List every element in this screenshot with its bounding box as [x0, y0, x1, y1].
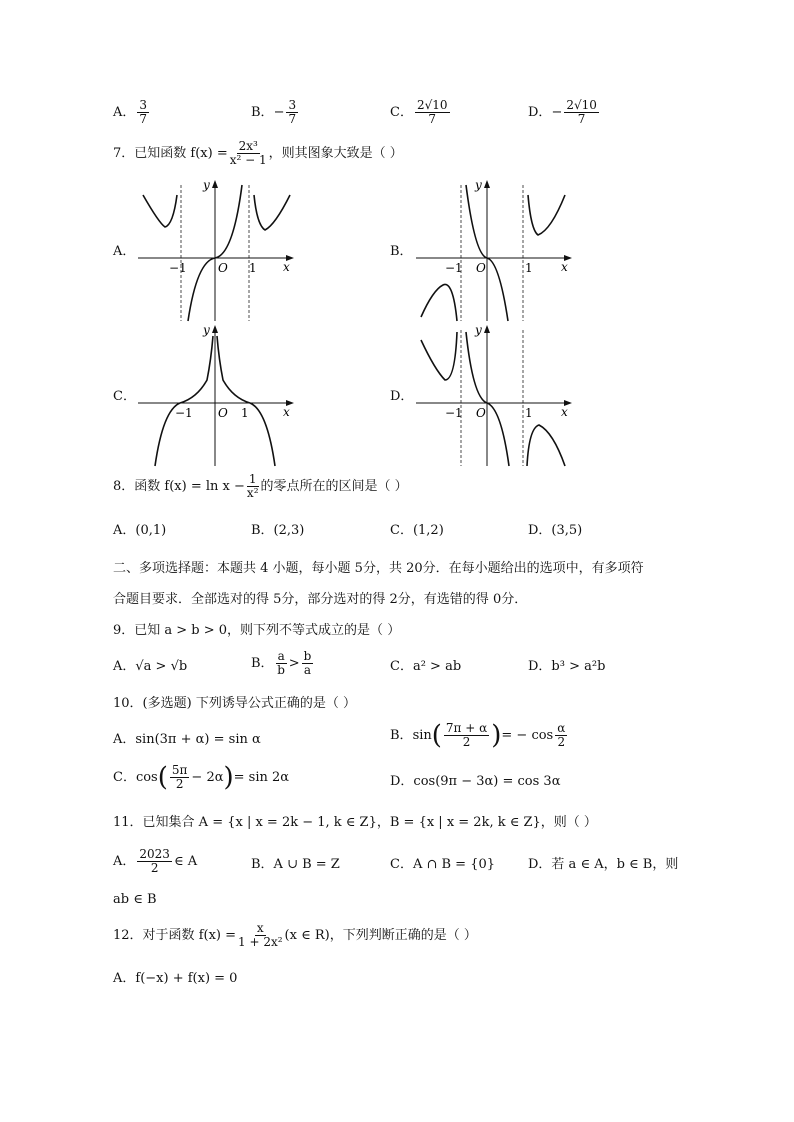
stem-suffix: ，则其图象大致是（ ） [268, 146, 403, 161]
graph-a [135, 175, 300, 322]
tick-1: 1 [525, 406, 533, 420]
denominator: 2 [150, 861, 159, 875]
denominator: 7 [288, 112, 297, 126]
denominator: x² − 1 [229, 153, 267, 167]
fraction [137, 848, 172, 875]
option-label: B． [251, 105, 274, 120]
q11-option-b: B．A ∪ B = Z [251, 857, 340, 872]
q9-option-c: C．a² > ab [390, 659, 462, 674]
q6-option-a [113, 99, 151, 126]
q12-option-a: A．f(−x) + f(x) = 0 [113, 971, 238, 986]
numerator: 2023 [139, 847, 170, 861]
fraction-right [302, 650, 314, 677]
q12-stem [113, 922, 477, 949]
axis-x-label: x [561, 405, 568, 419]
numerator: x [256, 921, 264, 935]
graph-a-curves [143, 185, 290, 321]
inner-term: − 2α [191, 770, 224, 785]
rhs: = sin 2α [233, 770, 290, 785]
function-lhs: f(x) = [190, 146, 228, 161]
q11-option-a [113, 848, 197, 875]
q6-option-c [390, 99, 452, 126]
function-lhs: f(x) = ln x − [164, 479, 245, 494]
numerator: 2x³ [238, 139, 258, 153]
q9-option-a: A．√a > √b [113, 659, 188, 674]
option-label: B． [390, 728, 413, 743]
left-paren: ( [431, 720, 442, 751]
graph-b-asymptotes [461, 185, 523, 321]
q11-option-d-continued: ab ∈ B [113, 892, 157, 907]
denominator: x² [246, 486, 259, 500]
fraction [247, 473, 259, 500]
q9-option-b [251, 650, 315, 677]
graph-b-label: B． [390, 244, 413, 259]
y-axis-arrow [212, 325, 218, 333]
graph-d-axes [416, 328, 568, 466]
q10-option-a: A．sin(3π + α) = sin α [113, 732, 261, 747]
graph-c-label: C． [113, 389, 136, 404]
axis-y-label: y [203, 323, 210, 337]
numerator: 5π [171, 763, 188, 777]
graph-b-axes [416, 183, 568, 321]
option-label: A． [113, 105, 136, 120]
y-axis-arrow [212, 180, 218, 188]
graph-d [413, 320, 578, 467]
graph-c [135, 320, 300, 467]
q7-stem [113, 140, 403, 167]
option-label: C． [113, 770, 136, 785]
axis-y-label: y [475, 178, 482, 192]
denominator: 2 [557, 735, 566, 749]
fraction-left [276, 650, 287, 677]
denominator: 7 [577, 112, 586, 126]
graph-a-axes [138, 183, 290, 321]
graph-c-axes [138, 328, 290, 466]
numerator: 2√10 [566, 98, 597, 112]
numerator: 7π + α [445, 721, 488, 735]
denominator: 7 [428, 112, 437, 126]
denominator: 7 [139, 112, 148, 126]
q6-option-b [251, 99, 300, 126]
trig-func: cos [135, 770, 158, 785]
left-paren: ( [157, 762, 168, 793]
curve-left [421, 332, 457, 380]
curve-right [527, 425, 565, 466]
minus-sign: − [551, 105, 563, 120]
tick-neg1: −1 [175, 406, 193, 420]
graph-d-label: D． [390, 389, 414, 404]
domain: (x ∈ R) [284, 928, 330, 943]
fraction [444, 722, 489, 749]
fraction [170, 764, 190, 791]
option-label: C． [390, 105, 413, 120]
tick-1: 1 [249, 261, 257, 275]
q11-stem: 11．已知集合 A = {x | x = 2k − 1, k ∈ Z}，B = {x | x = 2k, k ∈ Z}，则（ ） [113, 815, 597, 830]
denominator: b [277, 663, 285, 677]
numerator: α [557, 721, 566, 735]
curve-left-branch [155, 336, 213, 466]
stem-prefix: 8．函数 [113, 479, 161, 494]
origin-label: O [218, 406, 228, 420]
graph-b [413, 175, 578, 322]
membership: ∈ A [173, 854, 198, 869]
right-paren: ) [223, 762, 234, 793]
y-axis-arrow [484, 325, 490, 333]
graph-d-curves [421, 332, 565, 466]
numerator: 2√10 [416, 98, 448, 112]
denominator: 2 [462, 735, 471, 749]
stem-suffix: ，下列判断正确的是（ ） [329, 928, 477, 943]
fraction [415, 99, 450, 126]
tick-neg1: −1 [445, 261, 463, 275]
tick-neg1: −1 [445, 406, 463, 420]
curve-left [143, 195, 177, 227]
q10-option-b [390, 722, 569, 749]
axis-y-label: y [203, 178, 210, 192]
q8-option-b: B．(2,3) [251, 523, 305, 538]
q8-option-a: A．(0,1) [113, 523, 167, 538]
section2-line2: 合题目要求．全部选对的得 5分，部分选对的得 2分，有选错的得 0分． [113, 592, 528, 607]
numerator: 3 [288, 98, 297, 112]
stem-prefix: 12．对于函数 [113, 928, 195, 943]
fraction [238, 922, 283, 949]
tick-1: 1 [241, 406, 249, 420]
q9-option-d: D．b³ > a²b [528, 659, 606, 674]
trig-func: sin [412, 728, 432, 743]
fraction-rhs [555, 722, 567, 749]
option-label: B． [251, 656, 274, 671]
q11-option-c: C．A ∩ B = {0} [390, 857, 496, 872]
q8-option-d: D．(3,5) [528, 523, 583, 538]
numerator: a [277, 649, 285, 663]
curve-left [421, 284, 457, 321]
q8-stem [113, 473, 408, 500]
curve-right [528, 195, 565, 235]
axis-x-label: x [283, 260, 290, 274]
axis-x-label: x [283, 405, 290, 419]
graph-d-asymptotes [461, 330, 523, 466]
numerator: 1 [248, 472, 257, 486]
stem-prefix: 7．已知函数 [113, 146, 187, 161]
denominator: a [303, 663, 312, 677]
graph-b-curves [421, 185, 565, 321]
denominator: 2 [175, 777, 184, 791]
curve-right-branch [217, 336, 275, 466]
option-label: D． [528, 105, 552, 120]
curve-right [254, 195, 290, 230]
section2-line1: 二、多项选择题：本题共 4 小题，每小题 5分，共 20分．在每小题给出的选项中，有多项符 [113, 561, 644, 576]
q8-option-c: C．(1,2) [390, 523, 444, 538]
axis-x-label: x [561, 260, 568, 274]
q11-option-d: D．若 a ∈ A，b ∈ B，则 [528, 857, 679, 872]
fraction [564, 99, 599, 126]
stem-suffix: 的零点所在的区间是（ ） [260, 479, 408, 494]
axis-y-label: y [475, 323, 482, 337]
origin-label: O [476, 406, 486, 420]
function-lhs: f(x) = [198, 928, 236, 943]
fraction [286, 99, 298, 126]
tick-1: 1 [525, 261, 533, 275]
origin-label: O [218, 261, 228, 275]
numerator: b [303, 649, 312, 663]
denominator: 1 + 2x² [238, 935, 283, 949]
q10-stem: 10．(多选题) 下列诱导公式正确的是（ ） [113, 696, 356, 711]
y-axis-arrow [484, 180, 490, 188]
graph-a-label: A． [113, 244, 136, 259]
fraction [137, 99, 149, 126]
q10-option-c [113, 764, 289, 791]
numerator: 3 [139, 98, 148, 112]
q10-option-d: D．cos(9π − 3α) = cos 3α [390, 774, 561, 789]
q9-stem: 9．已知 a > b > 0，则下列不等式成立的是（ ） [113, 623, 401, 638]
minus-sign: − [273, 105, 285, 120]
operator: > [288, 656, 300, 671]
rhs: = − cos [501, 728, 554, 743]
option-label: A． [113, 854, 136, 869]
tick-neg1: −1 [169, 261, 187, 275]
right-paren: ) [491, 720, 502, 751]
origin-label: O [476, 261, 486, 275]
q6-option-d [528, 99, 601, 126]
fraction [230, 140, 267, 167]
